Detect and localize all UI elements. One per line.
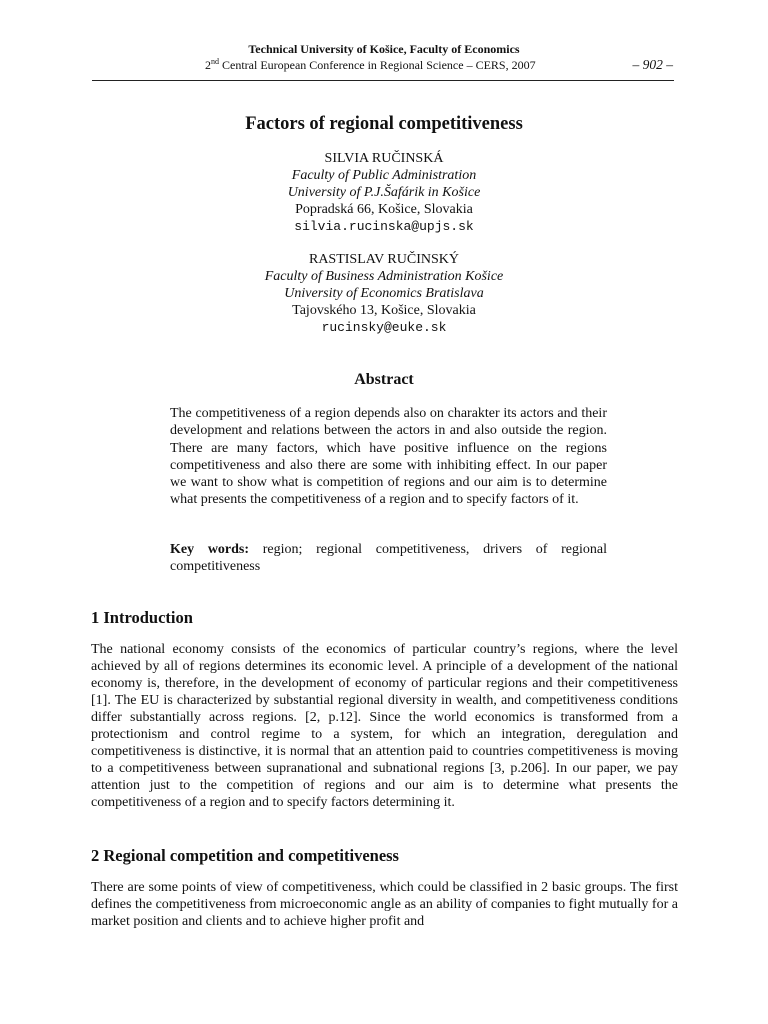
header-conference-name: Central European Conference in Regional Science – CERS, 2007 bbox=[219, 58, 536, 72]
author-block-2 bbox=[0, 251, 768, 336]
author-name: RASTISLAV RUČINSKÝ bbox=[308, 252, 459, 267]
author-email: silvia.rucinska@upjs.sk bbox=[294, 219, 474, 234]
author-address: Popradská 66, Košice, Slovakia bbox=[295, 202, 473, 217]
keywords-list: region; regional competitiveness, drivers of regional competitiveness bbox=[170, 542, 607, 574]
abstract-heading: Abstract bbox=[354, 371, 414, 388]
header-ordinal-suffix: nd bbox=[211, 57, 219, 66]
header-divider bbox=[92, 80, 674, 81]
section-heading-regional-competition: 2 Regional competition and competitiveness bbox=[91, 846, 399, 865]
header-conference bbox=[205, 58, 536, 73]
keywords-label: Key words: bbox=[170, 542, 250, 557]
author-university: University of P.J.Šafárik in Košice bbox=[287, 185, 481, 200]
section-text-introduction: The national economy consists of the economics of particular country’s regions, where the level achieved by all of regions determines its economic level. A principle of a development of the national economy is, therefore, in the development of economy of particular regions and their competitiveness [1]. The EU is characterized by substantial regional diversity in wealth, and competitiveness conditions differ substantially across regions. [2, p.12]. Since the world economics is transformed from a protectionism and control regime to a system, for which an integration, deregulation and competitiveness is distinctive, it is normal that an attention paid to countries competitiveness is moving to a competitiveness between supranational and subnational regions [3, p.206]. In our paper, we pay attention just to the competition of regions and our aim is to determine what presents the competitiveness of a region and to specify factors determining it. bbox=[91, 642, 678, 810]
author-block-1 bbox=[0, 150, 768, 235]
author-address: Tajovského 13, Košice, Slovakia bbox=[292, 303, 476, 318]
page-number: – 902 – bbox=[632, 57, 673, 72]
paper-title: Factors of regional competitiveness bbox=[245, 114, 523, 134]
header-institution: Technical University of Košice, Faculty of Economics bbox=[248, 42, 520, 56]
header-ordinal: 2 bbox=[205, 58, 211, 72]
author-email: rucinsky@euke.sk bbox=[321, 320, 447, 335]
section-text-regional-competition: There are some points of view of competitiveness, which could be classified in 2 basic groups. The first defines the competitiveness from microeconomic angle as an ability of companies to fight mutually for a market position and clients and to achieve higher profit and bbox=[91, 880, 678, 929]
abstract-text: The competitiveness of a region depends also on charakter its actors and their development and relations between the actors in and also outside the region. There are many factors, which have positive influence on the regions competitiveness and also there are some with inhibiting effect. In our paper we want to show what is competition of regions and our aim is to determine what presents the competitiveness of a region and to specify factors of it. bbox=[170, 406, 607, 508]
keywords bbox=[170, 541, 607, 575]
author-university: University of Economics Bratislava bbox=[284, 286, 484, 301]
section-heading-introduction: 1 Introduction bbox=[91, 608, 193, 627]
author-faculty: Faculty of Public Administration bbox=[291, 168, 477, 183]
author-name: SILVIA RUČINSKÁ bbox=[324, 151, 444, 166]
author-faculty: Faculty of Business Administration Košice bbox=[264, 269, 504, 284]
